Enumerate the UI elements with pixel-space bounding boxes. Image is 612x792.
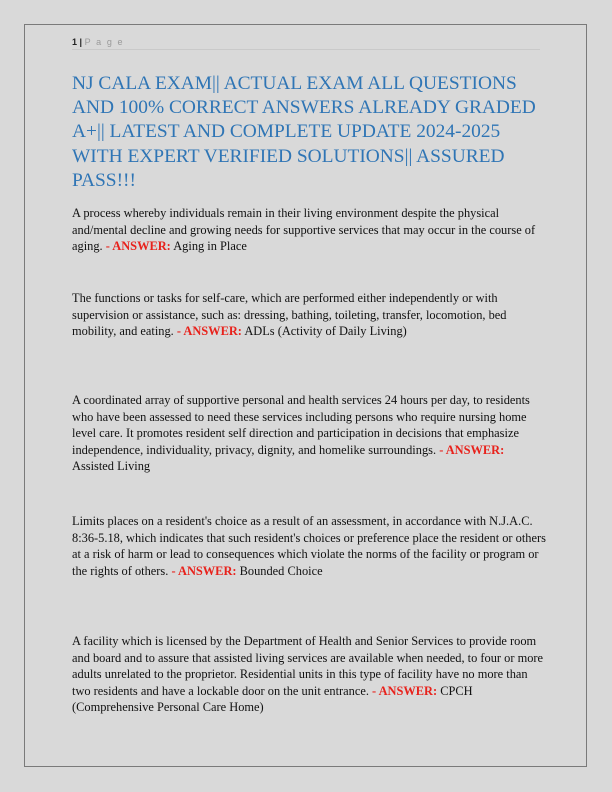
qa-item bbox=[72, 513, 547, 579]
question-text: Limits places on a resident's choice as a result of an assessment, in accordance with N.J.A.C. 8:36-5.18, which indicates that such resident's choices or preference place the resident or others at a risk of harm or lead to consequences which violate the norms of the facility or program or the rights of others. bbox=[72, 514, 546, 578]
answer-text: Assisted Living bbox=[72, 459, 151, 474]
question-text: A coordinated array of supportive personal and health services 24 hours per day, to residents who have been assessed to need these services including persons who require nursing home level care. It promotes resident self direction and participation in decisions that emphasize independence, individuality, privacy, dignity, and homelike surroundings. bbox=[72, 393, 530, 457]
answer-text: Aging in Place bbox=[173, 239, 247, 254]
qa-item bbox=[72, 392, 547, 475]
answer-marker: - ANSWER: bbox=[105, 239, 171, 254]
answer-marker: - ANSWER: bbox=[171, 563, 237, 578]
answer-marker: - ANSWER: bbox=[372, 683, 438, 698]
page-label: P a g e bbox=[84, 37, 125, 47]
answer-text: Bounded Choice bbox=[239, 563, 323, 578]
question-text: A process whereby individuals remain in their living environment despite the physical and/mental decline and growing needs for supportive services that may occur in the course of aging. bbox=[72, 206, 536, 254]
answer-marker: - ANSWER: bbox=[176, 324, 242, 339]
question-text: The functions or tasks for self-care, which are performed either independently or with supervision or assistance, such as: dressing, bathing, toileting, transfer, locomotion, bed mobility, and eating. bbox=[72, 291, 507, 339]
page-number: 1 bbox=[72, 37, 78, 47]
answer-text: ADLs (Activity of Daily Living) bbox=[244, 324, 407, 339]
qa-item bbox=[72, 290, 547, 340]
page-separator: | bbox=[79, 37, 83, 47]
document-title: NJ CALA EXAM|| ACTUAL EXAM ALL QUESTIONS AND 100% CORRECT ANSWERS ALREADY GRADED A+|| LATEST AND COMPLETE UPDATE 2024-2025 WITH EXPERT VERIFIED SOLUTIONS|| ASSURED PASS!!! bbox=[72, 73, 536, 191]
answer-text: CPCH (Comprehensive Personal Care Home) bbox=[72, 683, 473, 715]
qa-item bbox=[72, 205, 547, 255]
page-header bbox=[72, 37, 540, 50]
answer-marker: - ANSWER: bbox=[439, 442, 505, 457]
qa-item bbox=[72, 633, 547, 716]
question-text: A facility which is licensed by the Department of Health and Senior Services to provide room and board and to assure that assisted living services are available when needed, to four or more adults unrelated to the proprietor. Residential units in this type of facility have no more than two residents and have a lockable door on the unit entrance. bbox=[72, 634, 544, 698]
